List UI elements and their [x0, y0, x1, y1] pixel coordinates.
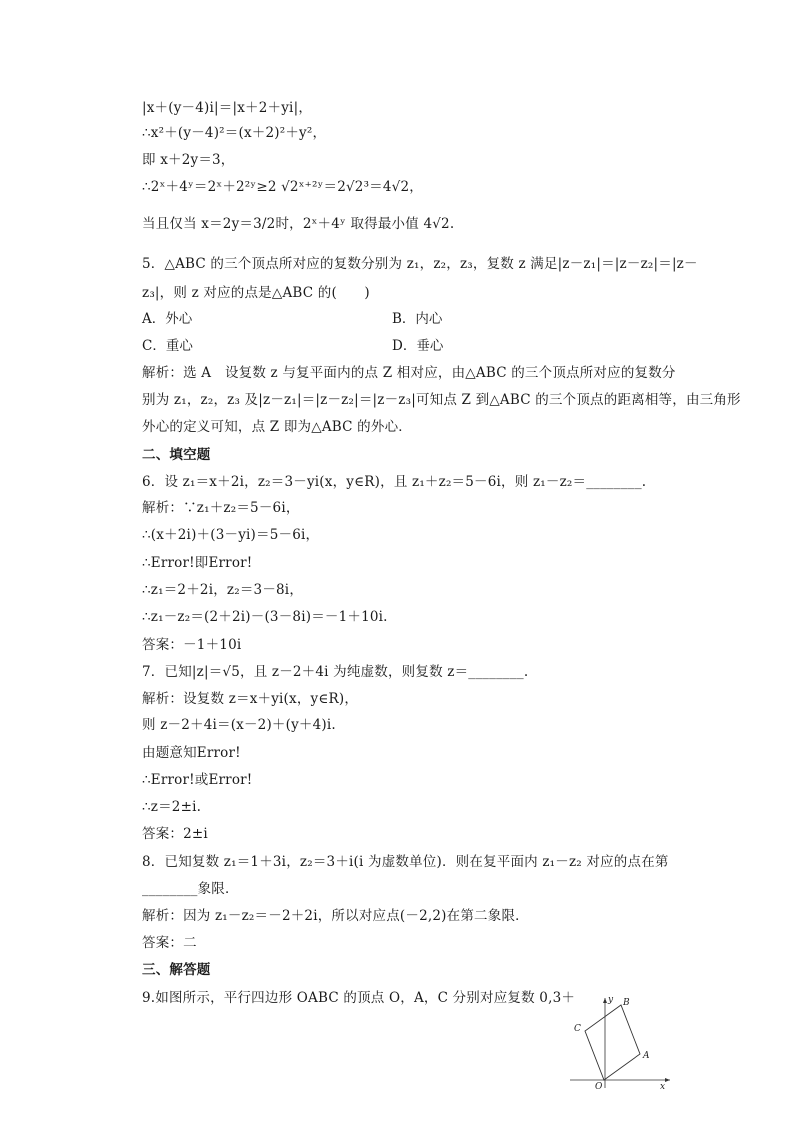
analysis-6-line-2: ∴(x＋2i)＋(3－yi)＝5－6i， — [142, 527, 320, 543]
label-c: C — [574, 1024, 581, 1034]
option-d: D．垂心 — [392, 338, 444, 354]
analysis-8: 解析：因为 z₁－z₂＝－2＋2i，所以对应点(－2,2)在第二象限． — [142, 908, 529, 924]
text-line-2: ∴x²＋(y－4)²＝(x＋2)²＋y²， — [142, 125, 327, 141]
analysis-7-line-1: 解析：设复数 z＝x＋yi(x，y∈R)， — [142, 691, 359, 707]
analysis-6-line-4: ∴z₁＝2＋2i，z₂＝3－8i， — [142, 582, 304, 598]
answer-6: 答案：－1＋10i — [142, 637, 242, 653]
option-b: B．内心 — [392, 311, 443, 327]
text-line-5: 当且仅当 x＝2y＝3/2时，2ˣ＋4ʸ 取得最小值 4√2. — [142, 216, 455, 232]
label-o: O — [595, 1082, 603, 1092]
text-line-4: ∴2ˣ＋4ʸ＝2ˣ＋2²ʸ≥2 √2ˣ⁺²ʸ＝2√2³＝4√2， — [142, 179, 423, 195]
section-heading-solve: 三、解答题 — [142, 962, 211, 978]
analysis-7-line-2: 则 z－2＋4i＝(x－2)＋(y＋4)i. — [142, 717, 336, 733]
option-c: C．重心 — [142, 338, 193, 354]
section-heading-fill: 二、填空题 — [142, 447, 211, 463]
text-line-1: |x＋(y－4)i|＝|x＋2＋yi|， — [142, 100, 313, 116]
question-7: 7．已知|z|＝√5，且 z－2＋4i 为纯虚数，则复数 z＝________. — [142, 664, 529, 680]
analysis-5-line-3: 外心的定义可知，点 Z 即为△ABC 的外心． — [142, 419, 412, 435]
analysis-7-line-4: ∴Error!或Error! — [142, 772, 253, 788]
question-8-line-2: ________象限． — [142, 881, 239, 897]
question-8-line-1: 8．已知复数 z₁＝1＋3i，z₂＝3＋i(i 为虚数单位)．则在复平面内 z₁－z₂ 对应的点在第 — [142, 854, 669, 870]
question-5-line-1: 5．△ABC 的三个顶点所对应的复数分别为 z₁，z₂，z₃，复数 z 满足|z－z₁|＝|z－z₂|＝|z－ — [142, 256, 698, 272]
parallelogram-oabc — [585, 1005, 640, 1080]
question-6: 6．设 z₁＝x＋2i，z₂＝3－yi(x，y∈R)，且 z₁＋z₂＝5－6i，则 z₁－z₂＝________. — [142, 474, 647, 490]
label-x: x — [660, 1082, 666, 1092]
question-5-line-2: z₃|，则 z 对应的点是△ABC 的( ) — [142, 285, 370, 301]
option-a: A．外心 — [142, 311, 193, 327]
answer-8: 答案：二 — [142, 935, 197, 951]
text-line-3: 即 x＋2y＝3， — [142, 152, 235, 168]
analysis-6-line-1: 解析：∵z₁＋z₂＝5－6i， — [142, 500, 300, 516]
label-y: y — [608, 995, 614, 1005]
analysis-5-line-1: 解析：选 A 设复数 z 与复平面内的点 Z 相对应，由△ABC 的三个顶点所对应的复数分 — [142, 365, 676, 381]
answer-7: 答案：2±i — [142, 826, 208, 842]
label-b: B — [623, 998, 630, 1008]
analysis-7-line-3: 由题意知Error! — [142, 745, 241, 761]
parallelogram-figure — [560, 992, 680, 1092]
y-axis-arrow — [603, 998, 607, 1003]
analysis-7-line-5: ∴z＝2±i. — [142, 799, 202, 815]
question-9: 9.如图所示，平行四边形 OABC 的顶点 O，A，C 分别对应复数 0,3＋ — [142, 990, 576, 1006]
analysis-6-line-3: ∴Error!即Error! — [142, 555, 253, 571]
analysis-5-line-2: 别为 z₁，z₂，z₃ 及|z－z₁|＝|z－z₂|＝|z－z₃|可知点 Z 到△ABC 的三个顶点的距离相等，由三角形 — [142, 392, 741, 408]
label-a: A — [643, 1051, 650, 1061]
x-axis-arrow — [665, 1078, 670, 1082]
analysis-6-line-5: ∴z₁－z₂＝(2＋2i)－(3－8i)＝－1＋10i. — [142, 609, 388, 625]
